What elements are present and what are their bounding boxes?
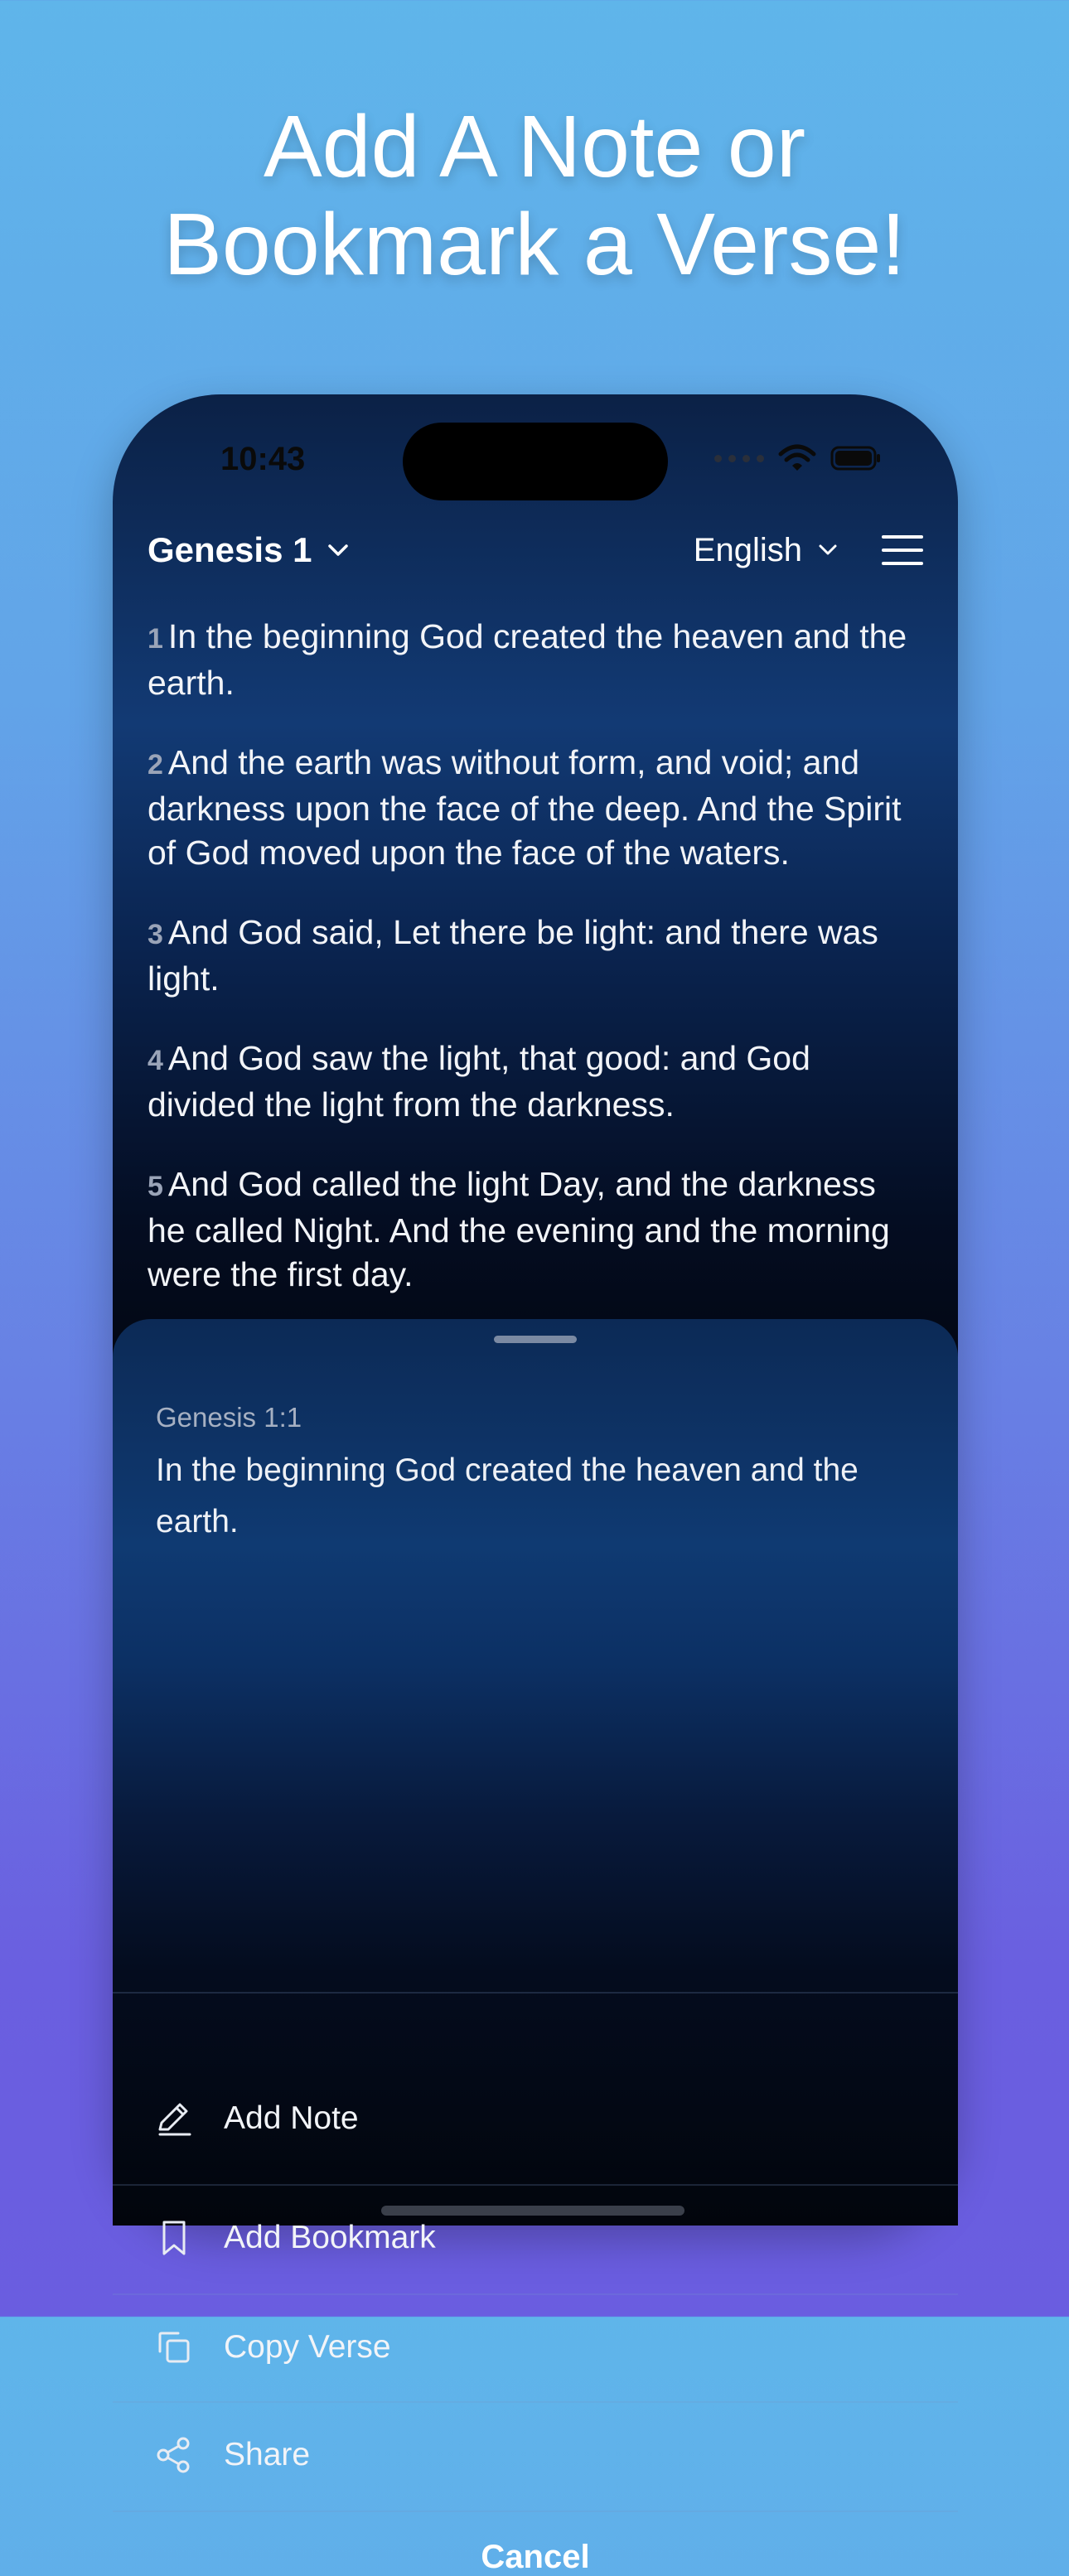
verse-number: 3 bbox=[148, 919, 163, 950]
pencil-icon bbox=[151, 2095, 197, 2142]
verse-number: 4 bbox=[148, 1045, 163, 1076]
battery-icon bbox=[830, 446, 882, 471]
add-note-label: Add Note bbox=[224, 2100, 359, 2136]
verse-text: And the earth was without form, and void; and darkness upon the face of the deep. And the Spirit of God moved upon the face of the waters. bbox=[148, 743, 902, 872]
verse-text: And God called the light Day, and the darkness he called Night. And the evening and the morning were the first day. bbox=[148, 1165, 890, 1293]
add-note-button[interactable] bbox=[113, 2065, 958, 2172]
top-bar bbox=[148, 517, 923, 583]
sheet-grabber[interactable] bbox=[494, 1336, 577, 1343]
verse-list bbox=[148, 615, 921, 1332]
hamburger-menu-icon[interactable] bbox=[882, 535, 923, 565]
wifi-icon bbox=[779, 444, 815, 472]
verse-reference: Genesis 1:1 bbox=[156, 1402, 302, 1433]
bookmark-icon bbox=[151, 2215, 197, 2261]
language-label: English bbox=[693, 531, 802, 568]
add-bookmark-label: Add Bookmark bbox=[224, 2220, 436, 2255]
signal-icon bbox=[714, 455, 764, 462]
verse-item[interactable] bbox=[148, 615, 921, 705]
phone-frame bbox=[113, 394, 958, 2575]
home-indicator[interactable] bbox=[381, 2206, 684, 2216]
share-button[interactable] bbox=[113, 2401, 958, 2509]
cancel-button[interactable]: Cancel bbox=[481, 2539, 590, 2575]
headline-line-1: Add A Note or bbox=[263, 98, 806, 196]
verse-action-sheet bbox=[113, 1319, 958, 2575]
verse-preview: In the beginning God created the heaven and the earth. bbox=[156, 1452, 859, 1539]
headline-line-2: Bookmark a Verse! bbox=[163, 196, 906, 293]
share-label: Share bbox=[224, 2437, 311, 2472]
share-icon bbox=[151, 2432, 197, 2478]
verse-number: 5 bbox=[148, 1171, 163, 1202]
verse-number: 1 bbox=[148, 623, 163, 655]
status-icons bbox=[714, 444, 882, 472]
verse-item[interactable] bbox=[148, 911, 921, 1001]
book-selector[interactable] bbox=[148, 530, 350, 570]
verse-number: 2 bbox=[148, 749, 163, 781]
copy-verse-label: Copy Verse bbox=[224, 2329, 391, 2365]
dynamic-island bbox=[403, 423, 668, 500]
copy-icon bbox=[151, 2324, 197, 2371]
language-selector[interactable] bbox=[694, 532, 839, 569]
verse-text: In the beginning God created the heaven and the earth. bbox=[148, 617, 907, 702]
verse-item[interactable] bbox=[148, 741, 921, 875]
headline bbox=[0, 98, 1069, 293]
copy-verse-button[interactable] bbox=[113, 2293, 958, 2401]
verse-item[interactable] bbox=[148, 1037, 921, 1127]
book-title: Genesis 1 bbox=[148, 530, 312, 569]
verse-text: And God said, Let there be light: and there was light. bbox=[148, 913, 878, 998]
status-time: 10:43 bbox=[220, 441, 306, 477]
verse-text: And God saw the light, that good: and God divided the light from the darkness. bbox=[148, 1039, 810, 1124]
divider bbox=[113, 1992, 958, 1994]
add-bookmark-button[interactable] bbox=[113, 2184, 958, 2292]
chevron-down-icon bbox=[327, 543, 350, 558]
chevron-down-icon bbox=[817, 544, 839, 557]
verse-item[interactable] bbox=[148, 1162, 921, 1297]
divider bbox=[113, 2511, 958, 2512]
